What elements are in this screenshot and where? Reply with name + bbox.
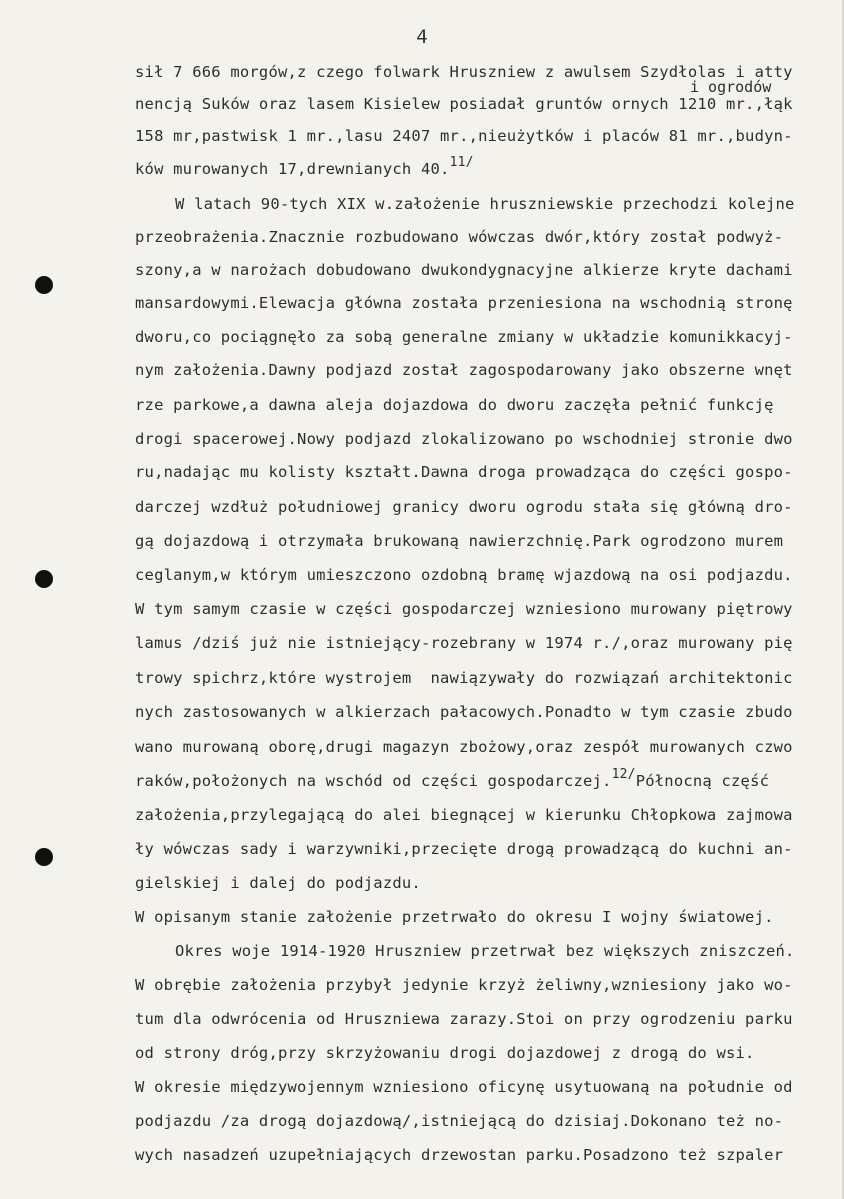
text-line: dworu,co pociągnęło za sobą generalne zmiany w układzie komunikkacyj- xyxy=(135,328,793,346)
text-line: wano murowaną oborę,drugi magazyn zbożowy,oraz zespół murowanych czwo xyxy=(135,738,793,756)
text-line: lamus /dziś już nie istniejący-rozebrany w 1974 r./,oraz murowany pię xyxy=(135,634,793,652)
text-line: mansardowymi.Elewacja główna została przeniesiona na wschodnią stronę xyxy=(135,294,793,312)
interlinear-insertion: i ogrodów xyxy=(690,78,772,96)
text-line: gielskiej i dalej do podjazdu. xyxy=(135,874,421,892)
text-fragment: raków,położonych na wschód od części gospodarczej. xyxy=(135,772,612,790)
text-line: od strony dróg,przy skrzyżowaniu drogi dojazdowej z drogą do wsi. xyxy=(135,1044,755,1062)
text-line: rze parkowe,a dawna aleja dojazdowa do dworu zaczęła pełnić funkcję xyxy=(135,396,774,414)
text-line: nych zastosowanych w alkierzach pałacowych.Ponadto w tym czasie zbudo xyxy=(135,703,793,721)
text-line xyxy=(135,767,770,790)
text-line: darczej wzdłuż południowej granicy dworu ogrodu stała się główną dro- xyxy=(135,498,793,516)
text-line: sił 7 666 morgów,z czego folwark Hruszniew z awulsem Szydłolas i atty xyxy=(135,63,793,81)
text-line: przeobrażenia.Znacznie rozbudowano wówczas dwór,który został podwyż- xyxy=(135,228,784,246)
text-line: W opisanym stanie założenie przetrwało do okresu I wojny światowej. xyxy=(135,908,774,926)
text-line: W obrębie założenia przybył jedynie krzyż żeliwny,wzniesiony jako wo- xyxy=(135,976,793,994)
text-fragment: ków murowanych 17,drewnianych 40. xyxy=(135,160,450,178)
text-line: drogi spacerowej.Nowy podjazd zlokalizowano po wschodniej stronie dwo xyxy=(135,430,793,448)
text-line: podjazdu /za drogą dojazdową/,istniejącą do dzisiaj.Dokonano też no- xyxy=(135,1112,784,1130)
page-number: 4 xyxy=(416,26,428,48)
text-line: W tym samym czasie w części gospodarczej wzniesiono murowany piętrowy xyxy=(135,600,793,618)
text-line: ły wówczas sady i warzywniki,przecięte drogą prowadzącą do kuchni an- xyxy=(135,840,793,858)
punch-hole xyxy=(35,276,53,294)
footnote-ref: 12/ xyxy=(611,767,636,782)
text-line: wych nasadzeń uzupełniających drzewostan parku.Posadzono też szpaler xyxy=(135,1146,784,1164)
text-line: tum dla odwrócenia od Hruszniewa zarazy.Stoi on przy ogrodzeniu parku xyxy=(135,1010,793,1028)
text-line: W okresie międzywojennym wzniesiono oficynę usytuowaną na południe od xyxy=(135,1078,793,1096)
text-line: szony,a w narożach dobudowano dwukondygnacyjne alkierze kryte dachami xyxy=(135,261,793,279)
text-line: trowy spichrz,które wystrojem nawiązywały do rozwiązań architektonic xyxy=(135,669,793,687)
text-line xyxy=(135,155,474,178)
text-line: Okres woje 1914-1920 Hruszniew przetrwał bez większych zniszczeń. xyxy=(175,942,795,960)
text-line: nym założenia.Dawny podjazd został zagospodarowany jako obszerne wnęt xyxy=(135,361,793,379)
text-line: założenia,przylegającą do alei biegnącej w kierunku Chłopkowa zajmowa xyxy=(135,806,793,824)
punch-hole xyxy=(35,570,53,588)
text-line: gą dojazdową i otrzymała brukowaną nawierzchnię.Park ogrodzono murem xyxy=(135,532,784,550)
text-line: nencją Suków oraz lasem Kisielew posiadał gruntów ornych 1210 mr.,łąk xyxy=(135,95,793,113)
text-line: ru,nadając mu kolisty kształt.Dawna droga prowadząca do części gospo- xyxy=(135,463,793,481)
text-line: 158 mr,pastwisk 1 mr.,lasu 2407 mr.,nieużytków i placów 81 mr.,budyn- xyxy=(135,127,793,145)
text-fragment: Północną część xyxy=(635,772,770,790)
footnote-ref: 11/ xyxy=(449,155,474,170)
text-line: W latach 90-tych XIX w.założenie hruszniewskie przechodzi kolejne xyxy=(175,195,795,213)
text-line: ceglanym,w którym umieszczono ozdobną bramę wjazdową na osi podjazdu. xyxy=(135,566,793,584)
punch-hole xyxy=(35,848,53,866)
